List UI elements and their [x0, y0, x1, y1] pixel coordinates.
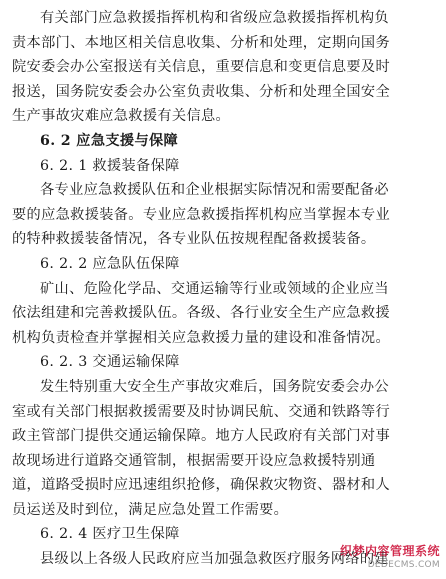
text-line: 机构负责检查并掌握相关应急救援力量的建设和准备情况。: [12, 329, 390, 346]
text-line: 发生特别重大安全生产事故灾难后，国务院安委会办公: [40, 378, 389, 395]
text-line: 院安委会办公室报送有关信息，重要信息和变更信息要及时: [12, 59, 390, 76]
text-line: 责本部门、本地区相关信息收集、分析和处理，定期向国务: [12, 34, 390, 51]
document-body: [12, 6, 436, 572]
text-line: 矿山、危险化学品、交通运输等行业或领域的企业应当: [40, 280, 389, 297]
text-line: 依法组建和完善救援队伍。各级、各行业安全生产应急救援: [12, 305, 390, 322]
subsection-heading: 6. 2. 1 救援装备保障: [40, 157, 180, 174]
subsection-heading: 6. 2. 3 交通运输保障: [40, 354, 180, 371]
watermark-title: 织梦内容管理系统: [339, 544, 440, 558]
text-line: 要的应急救援装备。专业应急救援指挥机构应当掌握本专业: [12, 206, 390, 223]
text-line: 员运送及时到位，满足应急处置工作需要。: [12, 501, 289, 518]
text-line: 报送，国务院安委会办公室负责收集、分析和处理全国安全: [12, 83, 390, 100]
text-line: 有关部门应急救援指挥机构和省级应急救援指挥机构负: [40, 10, 389, 26]
text-line: 政主管部门提供交通运输保障。地方人民政府有关部门对事: [12, 428, 390, 445]
watermark-url: DEDECMS.COM: [367, 560, 440, 570]
text-line: 道，道路受损时应迅速组织抢修，确保救灾物资、器材和人: [12, 477, 390, 494]
text-line: 县级以上各级人民政府应当加强急救医疗服务网络的建: [40, 551, 389, 568]
subsection-heading: 6. 2. 2 应急队伍保障: [40, 255, 180, 272]
text-line: 室或有关部门根据救援需要及时协调民航、交通和铁路等行: [12, 403, 390, 420]
subsection-heading: 6. 2. 4 医疗卫生保障: [40, 526, 180, 543]
section-heading: 6. 2 应急支援与保障: [40, 132, 179, 149]
text-line: 的特种救援装备情况，各专业队伍按规程配备救援装备。: [12, 231, 376, 248]
watermark: [340, 544, 440, 571]
text-line: 生产事故灾难应急救援有关信息。: [12, 108, 231, 125]
text-line: 故现场进行道路交通管制，根据需要开设应急救援特别通: [12, 452, 376, 469]
text-line: 各专业应急救援队伍和企业根据实际情况和需要配备必: [40, 182, 389, 199]
